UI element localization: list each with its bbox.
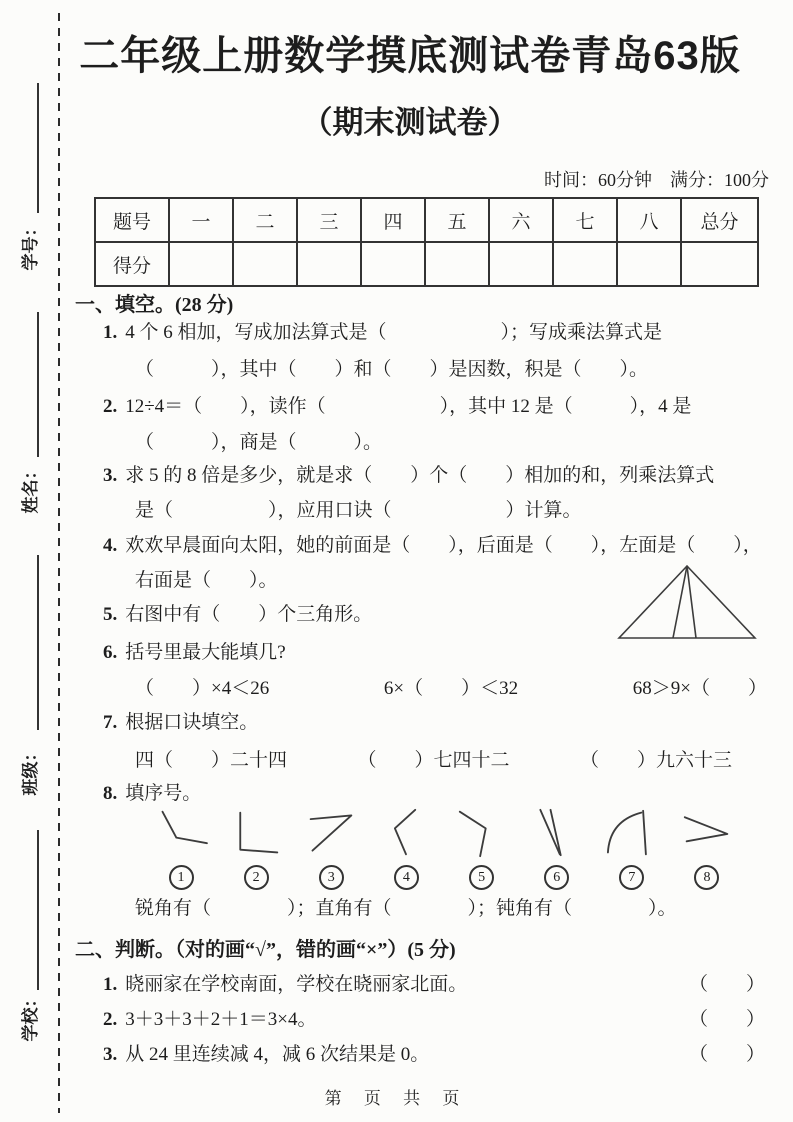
judgment-3-statement: 从 24 里连续减 4，减 6 次结果是 0。: [125, 1044, 430, 1065]
curved-side-angle-icon: [603, 808, 661, 858]
angle-figure-7: [601, 808, 663, 890]
judgment-2-statement: 3＋3＋3＋2＋1＝3×4。: [125, 1009, 317, 1030]
obtuse-angle-icon: [152, 808, 210, 858]
question-7-number: 7.: [103, 712, 118, 733]
student-id-blank-line: [37, 83, 39, 213]
figure-number-2: 2: [244, 865, 269, 890]
judgment-3-number: 3.: [103, 1044, 118, 1065]
question-2-text: 12÷4＝（ ），读作（ ），其中 12 是（ ），4 是: [125, 396, 692, 417]
score-label: 得分: [95, 242, 169, 286]
question-5-number: 5.: [103, 604, 118, 625]
page-title: 二年级上册数学摸底测试卷青岛63版: [79, 34, 741, 78]
score-cell: [489, 242, 553, 286]
question-3-line-2: 是（ ），应用口诀（ ）计算。: [135, 500, 582, 521]
angle-figure-2: [225, 808, 287, 890]
margin-label-class: 班级：: [20, 744, 40, 796]
figure-number-6: 6: [544, 865, 569, 890]
col-7: 七: [553, 198, 617, 242]
judgment-1-text: [103, 969, 467, 996]
angle-figure-8: [676, 808, 738, 890]
judgment-2-answer-bracket: （ ）: [688, 1009, 765, 1030]
figure-number-3: 3: [319, 865, 344, 890]
angle-figure-4: [375, 808, 437, 890]
judgment-2-number: 2.: [103, 1009, 118, 1030]
mnemonic-3: （ ）九六十三: [579, 750, 732, 771]
question-6-expressions: [135, 673, 767, 700]
mnemonic-2: （ ）七四十二: [357, 750, 510, 771]
question-1-line-2: （ ），其中（ ）和（ ）是因数，积是（ ）。: [135, 359, 649, 380]
judgment-3-text: [103, 1039, 429, 1066]
question-7-items: [135, 745, 732, 772]
question-8-line-1: [103, 781, 201, 807]
judgment-item-3: [103, 1039, 765, 1066]
figure-number-5: 5: [469, 865, 494, 890]
acute-angle-icon: [302, 808, 360, 858]
question-2-number: 2.: [103, 396, 118, 417]
section2-title: 二、判断。（对的画“√”，错的画“×”）(5 分): [75, 939, 456, 961]
question-1-text: 4 个 6 相加，写成加法算式是（ ）；写成乘法算式是: [125, 322, 663, 343]
expression-3: 68＞9×（ ）: [632, 678, 767, 699]
question-4-number: 4.: [103, 535, 118, 556]
expression-1: （ ）×4＜26: [135, 678, 270, 699]
col-2: 二: [233, 198, 297, 242]
name-blank-line: [37, 312, 39, 457]
angle-figure-3: [300, 808, 362, 890]
expression-2: 6×（ ）＜32: [383, 678, 519, 699]
question-4-line-1: [103, 533, 762, 559]
question-1-line-1: [103, 320, 662, 346]
question-1-number: 1.: [103, 322, 118, 343]
section1-title: 一、填空。(28 分): [75, 294, 234, 316]
question-6-number: 6.: [103, 642, 118, 663]
narrow-acute-angle-icon: [528, 808, 586, 858]
judgment-1-answer-bracket: （ ）: [688, 974, 765, 995]
school-blank-line: [37, 830, 39, 990]
judgment-item-1: [103, 969, 765, 996]
margin-label-student-id: 学号：: [20, 219, 40, 271]
figure-number-1: 1: [169, 865, 194, 890]
obtuse-angle-icon: [453, 808, 511, 858]
time-and-total-score: 时间：60分钟 满分：100分: [544, 170, 769, 190]
col-total: 总分: [681, 198, 758, 242]
score-cell: [681, 242, 758, 286]
question-4-text: 欢欢早晨面向太阳，她的前面是（ ），后面是（ ），左面是（ ），: [125, 535, 762, 556]
mnemonic-1: 四（ ）二十四: [135, 750, 288, 771]
figure-number-4: 4: [394, 865, 419, 890]
small-acute-angle-icon: [678, 808, 736, 858]
question-5-line-1: [103, 602, 372, 628]
question-number-label: 题号: [95, 198, 169, 242]
judgment-1-statement: 晓丽家在学校南面，学校在晓丽家北面。: [125, 974, 468, 995]
figure-number-7: 7: [619, 865, 644, 890]
page-subtitle: （期末测试卷）: [301, 105, 519, 140]
question-3-number: 3.: [103, 465, 118, 486]
question-2-line-2: （ ），商是（ ）。: [135, 432, 383, 453]
judgment-item-2: [103, 1004, 765, 1031]
col-5: 五: [425, 198, 489, 242]
score-table-score-row: [95, 242, 758, 286]
score-table: [94, 197, 759, 287]
angle-figures-row: [150, 808, 738, 890]
question-3-line-1: [103, 463, 714, 489]
angle-figure-6: [526, 808, 588, 890]
score-cell: [361, 242, 425, 286]
score-cell: [425, 242, 489, 286]
question-8-answer-line: 锐角有（ ）；直角有（ ）；钝角有（ ）。: [135, 898, 677, 919]
question-5-text: 右图中有（ ）个三角形。: [125, 604, 373, 625]
angle-figure-1: [150, 808, 212, 890]
question-8-number: 8.: [103, 783, 118, 804]
col-4: 四: [361, 198, 425, 242]
question-7-line-1: [103, 710, 258, 736]
score-table-header-row: [95, 198, 758, 242]
col-1: 一: [169, 198, 233, 242]
binding-dashed-line: [58, 13, 60, 1113]
score-cell: [617, 242, 681, 286]
col-6: 六: [489, 198, 553, 242]
col-3: 三: [297, 198, 361, 242]
score-cell: [233, 242, 297, 286]
judgment-3-answer-bracket: （ ）: [688, 1044, 765, 1065]
triangle-figure: [616, 563, 758, 641]
class-blank-line: [37, 555, 39, 730]
col-8: 八: [617, 198, 681, 242]
right-angle-icon: [227, 808, 285, 858]
judgment-1-number: 1.: [103, 974, 118, 995]
score-cell: [553, 242, 617, 286]
margin-label-name: 姓名：: [20, 462, 40, 514]
figure-number-8: 8: [694, 865, 719, 890]
question-2-line-1: [103, 394, 691, 420]
question-6-line-1: [103, 640, 286, 666]
margin-label-school: 学校：: [20, 990, 40, 1042]
acute-angle-icon: [377, 808, 435, 858]
judgment-2-text: [103, 1004, 316, 1031]
angle-figure-5: [451, 808, 513, 890]
question-6-text: 括号里最大能填几?: [125, 642, 286, 663]
page-footer: 第 页 共 页: [324, 1089, 469, 1108]
question-3-text: 求 5 的 8 倍是多少，就是求（ ）个（ ）相加的和，列乘法算式: [125, 465, 715, 486]
score-cell: [169, 242, 233, 286]
question-4-line-2: 右面是（ ）。: [135, 570, 278, 591]
score-cell: [297, 242, 361, 286]
question-7-text: 根据口诀填空。: [125, 712, 259, 733]
question-8-text: 填序号。: [125, 783, 202, 804]
